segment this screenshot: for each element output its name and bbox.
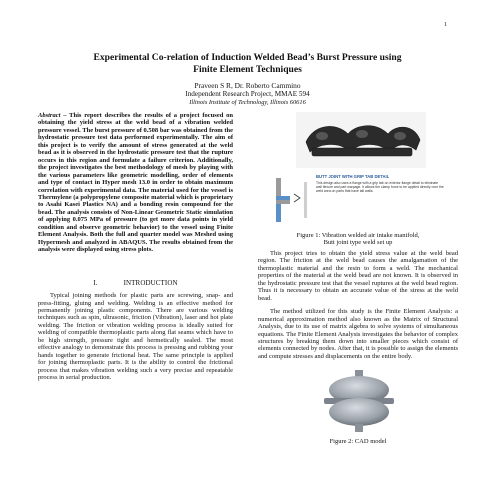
abstract-text: – This report describes the results of a project focused on obtaining the yield stress at the weld bead of a vibration welded pressure vessel. The burst pressure of 0.508 bar was obtained from the hydrostatic pressure test data performed experimentally. The aim of this project is to verify the amount of stress generated at the weld bead as it is observed in the hydrostatic pressure test that the rupture occurs in this region and formulate a failure criterion. Additionally, the project investigates the best methodology of mesh by playing with the various parameters like geometric modelling, order of elements and type of contact in Hyper mesh 13.0 in order to obtain maximum correlation with experimental data. The material used for the vessel is Thermylene (a polypropylene composite material which is proprietary to Asahi Kasei Plastics NA) and a bonding resin compound for the bead. The analysis consists of Non-Linear Geometric Static simulation of applying 0.075 MPa of pressure (to get more data points in yield condition and observe geometric behavior) to the vessel using Finite Element Analysis. Both the full and quarter model was Meshed using Hypermesh and analyzed in ABAQUS. The results obtained from the analysis were displayed using stress plots. (38, 112, 233, 254)
figure-1-caption (258, 232, 458, 247)
section-number: I. (93, 278, 98, 287)
right-paragraph-1: This project tries to obtain the yield stress value at the weld bead region. The friction at the weld bead causes the amalgamation of the thermoplastic material and the resin to form a weld. The mechanical properties of the material at the weld bead are not known. It is observed in the hydrostatic pressure test that the vessel ruptures at the weld bead region. Thus it is necessary to obtain an accurate value of the stress at the weld bead. (258, 250, 458, 302)
manifold-photo (296, 112, 426, 168)
introduction-text: Typical joining methods for plastic parts are screwing, snap- and press-fitting, gluing and welding. Welding is an effective method for permanently joining plastic components. There are various welding techniques such as spin, ultrasonic, friction (Vibration), laser and hot plate welding. The friction or vibration welding process is ideally suited for welding of compatible thermoplastic parts along flat seams which have to be high strength, pressure tight and hermetically sealed. The most effective analogy to demonstrate this process is pressing and rubbing your hands together to generate frictional heat. The same principle is applied for joining thermoplastic parts. It is the ability to control the frictional process that makes vibration welding such a very precise and repeatable process in serial production. (38, 292, 233, 382)
figure-2-caption: Figure 2: CAD model (329, 438, 387, 446)
abstract-lead: Abstract (38, 112, 61, 119)
project-line: Independent Research Project, MMAE 594 (185, 90, 310, 98)
figure-1-caption-line-1: Figure 1: Vibration welded air intake manifold, (296, 232, 420, 239)
title-line-1: Experimental Co-relation of Induction Welded Bead’s Burst Pressure using (93, 52, 402, 63)
right-paragraph-2: The method utilized for this study is the Finite Element Analysis: a numerical approximation method also known as the Matrix of Structural Analysis, due to its use of matrix algebra to solve systems of simultaneous equations. The Finite Element Analysis investigates the behavior of complex structures by breaking them down into smaller pieces which consist of elements connected by nodes. After that, it is possible to assign the elements and compute stresses and displacements on the entire body. (258, 308, 458, 360)
diagram-note: This design also uses a flange with a grip tab on exterior flange detail to eliminate wall flexure and part warpage. It allows the clamp force to be applied directly over the weld area on parts that have tall walls. (316, 181, 444, 193)
figure-2 (258, 366, 458, 448)
cad-model (320, 368, 398, 436)
paper-title (40, 52, 455, 75)
figure-1-caption-line-2: Butt joint type weld set up (323, 239, 393, 247)
title-line-2: Finite Element Techniques (193, 63, 302, 75)
affiliation: Illinois Institute of Technology, Illinois 60616 (189, 99, 306, 106)
page-number: 1 (444, 22, 447, 28)
right-column (258, 112, 458, 448)
section-title: INTRODUCTION (123, 278, 178, 287)
figure-1 (258, 112, 458, 250)
diagram-title: BUTT JOINT WITH GRIP TAB DETAIL (316, 174, 390, 179)
left-column (38, 112, 233, 382)
authors: Praveen S R, Dr. Roberto Cammino (194, 81, 301, 90)
paper-header (40, 52, 455, 107)
section-heading-introduction (38, 280, 233, 287)
abstract (38, 112, 233, 254)
